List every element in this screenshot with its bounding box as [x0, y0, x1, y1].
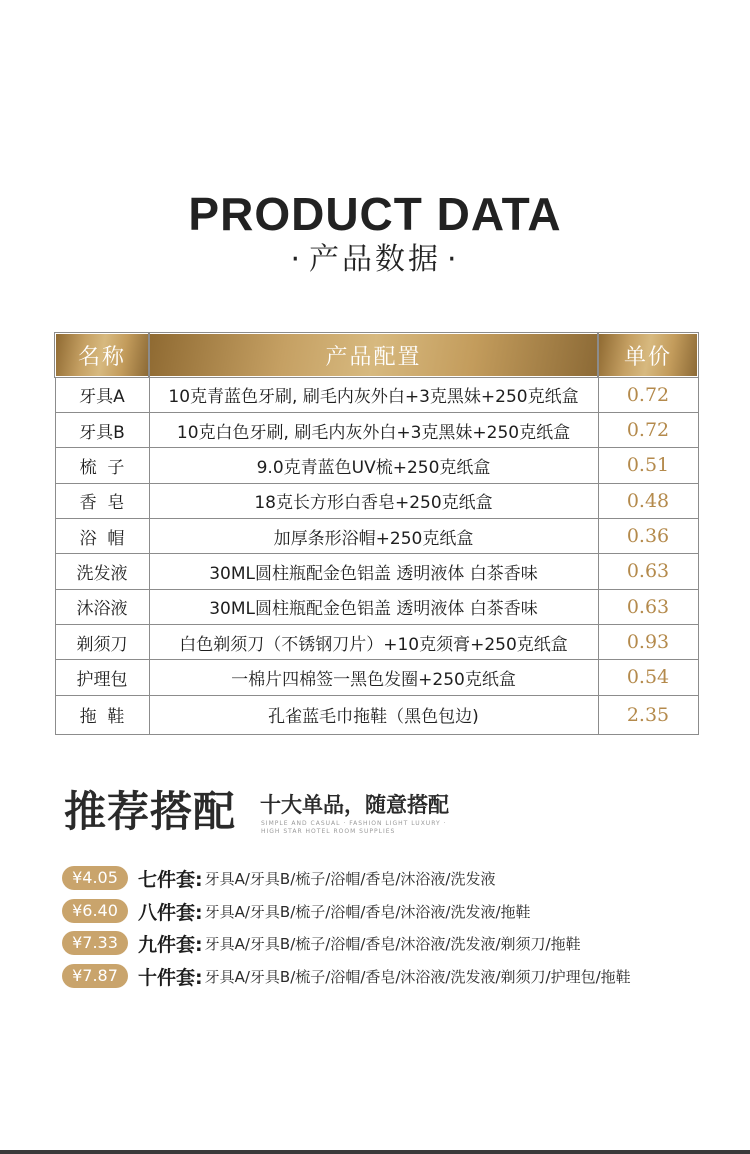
cell-price: 0.72 — [598, 412, 698, 447]
cell-price: 0.51 — [598, 448, 698, 483]
cell-config: 18克长方形白香皂+250克纸盒 — [149, 483, 598, 518]
table-row — [55, 660, 698, 695]
page-title-en: PRODUCT DATA — [188, 188, 562, 240]
cell-name: 香 皂 — [55, 483, 149, 518]
tagline-line-2: HIGH STAR HOTEL ROOM SUPPLIES — [261, 828, 396, 835]
combo-item — [62, 865, 496, 891]
title-dot-right: · — [447, 242, 460, 277]
cell-price: 0.63 — [598, 554, 698, 589]
cell-config: 10克白色牙刷, 刷毛内灰外白+3克黑妹+250克纸盒 — [149, 412, 598, 447]
header-config: 产品配置 — [149, 333, 598, 377]
table-row — [55, 624, 698, 659]
combo-items: 牙具A/牙具B/梳子/浴帽/香皂/沐浴液/洗发液/剃须刀/护理包/拖鞋 — [204, 967, 631, 986]
cell-price: 2.35 — [598, 695, 698, 734]
cell-name: 牙具A — [55, 377, 149, 412]
table-row — [55, 448, 698, 483]
cell-config: 9.0克青蓝色UV梳+250克纸盒 — [149, 448, 598, 483]
cell-name: 牙具B — [55, 412, 149, 447]
header-name: 名称 — [55, 333, 149, 377]
table-row — [55, 412, 698, 447]
combo-set-label: 七件套: — [138, 868, 203, 891]
tagline-line-1: SIMPLE AND CASUAL · FASHION LIGHT LUXURY · — [261, 820, 447, 827]
cell-config: 白色剃须刀（不锈钢刀片）+10克须膏+250克纸盒 — [149, 624, 598, 659]
table-row — [55, 518, 698, 553]
recommend-subtitle: 十大单品，随意搭配 — [260, 793, 449, 817]
combo-price-badge: ¥6.40 — [62, 899, 128, 923]
combo-item — [62, 898, 531, 924]
cell-price: 0.36 — [598, 518, 698, 553]
combo-items: 牙具A/牙具B/梳子/浴帽/香皂/沐浴液/洗发液/拖鞋 — [204, 902, 531, 921]
cell-config: 孔雀蓝毛巾拖鞋（黑色包边) — [149, 695, 598, 734]
table-row — [55, 554, 698, 589]
cell-name: 洗发液 — [55, 554, 149, 589]
combo-items: 牙具A/牙具B/梳子/浴帽/香皂/沐浴液/洗发液/剃须刀/拖鞋 — [204, 934, 581, 953]
cell-name: 沐浴液 — [55, 589, 149, 624]
cell-name: 梳 子 — [55, 448, 149, 483]
combo-set-label: 八件套: — [138, 901, 203, 924]
table-row — [55, 589, 698, 624]
title-dot-left: · — [290, 242, 303, 277]
combo-price-badge: ¥7.87 — [62, 964, 128, 988]
combo-set-label: 十件套: — [138, 966, 203, 989]
combo-price-badge: ¥7.33 — [62, 931, 128, 955]
cell-name: 剃须刀 — [55, 624, 149, 659]
page-title-cn — [0, 240, 750, 280]
cell-price: 0.93 — [598, 624, 698, 659]
cell-config: 30ML圆柱瓶配金色铝盖 透明液体 白茶香味 — [149, 589, 598, 624]
cell-price: 0.72 — [598, 377, 698, 412]
cell-name: 浴 帽 — [55, 518, 149, 553]
table-row — [55, 695, 698, 734]
cell-config: 一棉片四棉签一黑色发圈+250克纸盒 — [149, 660, 598, 695]
combo-item — [62, 930, 581, 956]
table-header-row — [55, 333, 698, 377]
bottom-divider — [0, 1150, 750, 1154]
table-row — [55, 377, 698, 412]
cell-config: 30ML圆柱瓶配金色铝盖 透明液体 白茶香味 — [149, 554, 598, 589]
cell-price: 0.48 — [598, 483, 698, 518]
cell-price: 0.63 — [598, 589, 698, 624]
recommend-en-tagline — [261, 820, 446, 836]
cell-name: 护理包 — [55, 660, 149, 695]
cell-config: 加厚条形浴帽+250克纸盒 — [149, 518, 598, 553]
recommend-title: 推荐搭配 — [64, 787, 237, 836]
combo-price-badge: ¥4.05 — [62, 866, 128, 890]
table-row — [55, 483, 698, 518]
combo-item — [62, 963, 631, 989]
cell-price: 0.54 — [598, 660, 698, 695]
combo-items: 牙具A/牙具B/梳子/浴帽/香皂/沐浴液/洗发液 — [204, 869, 496, 888]
cell-config: 10克青蓝色牙刷, 刷毛内灰外白+3克黑妹+250克纸盒 — [149, 377, 598, 412]
product-table — [54, 332, 699, 735]
cell-name: 拖 鞋 — [55, 695, 149, 734]
combo-set-label: 九件套: — [138, 933, 203, 956]
title-cn-text: 产品数据 — [309, 242, 441, 277]
header-price: 单价 — [598, 333, 698, 377]
